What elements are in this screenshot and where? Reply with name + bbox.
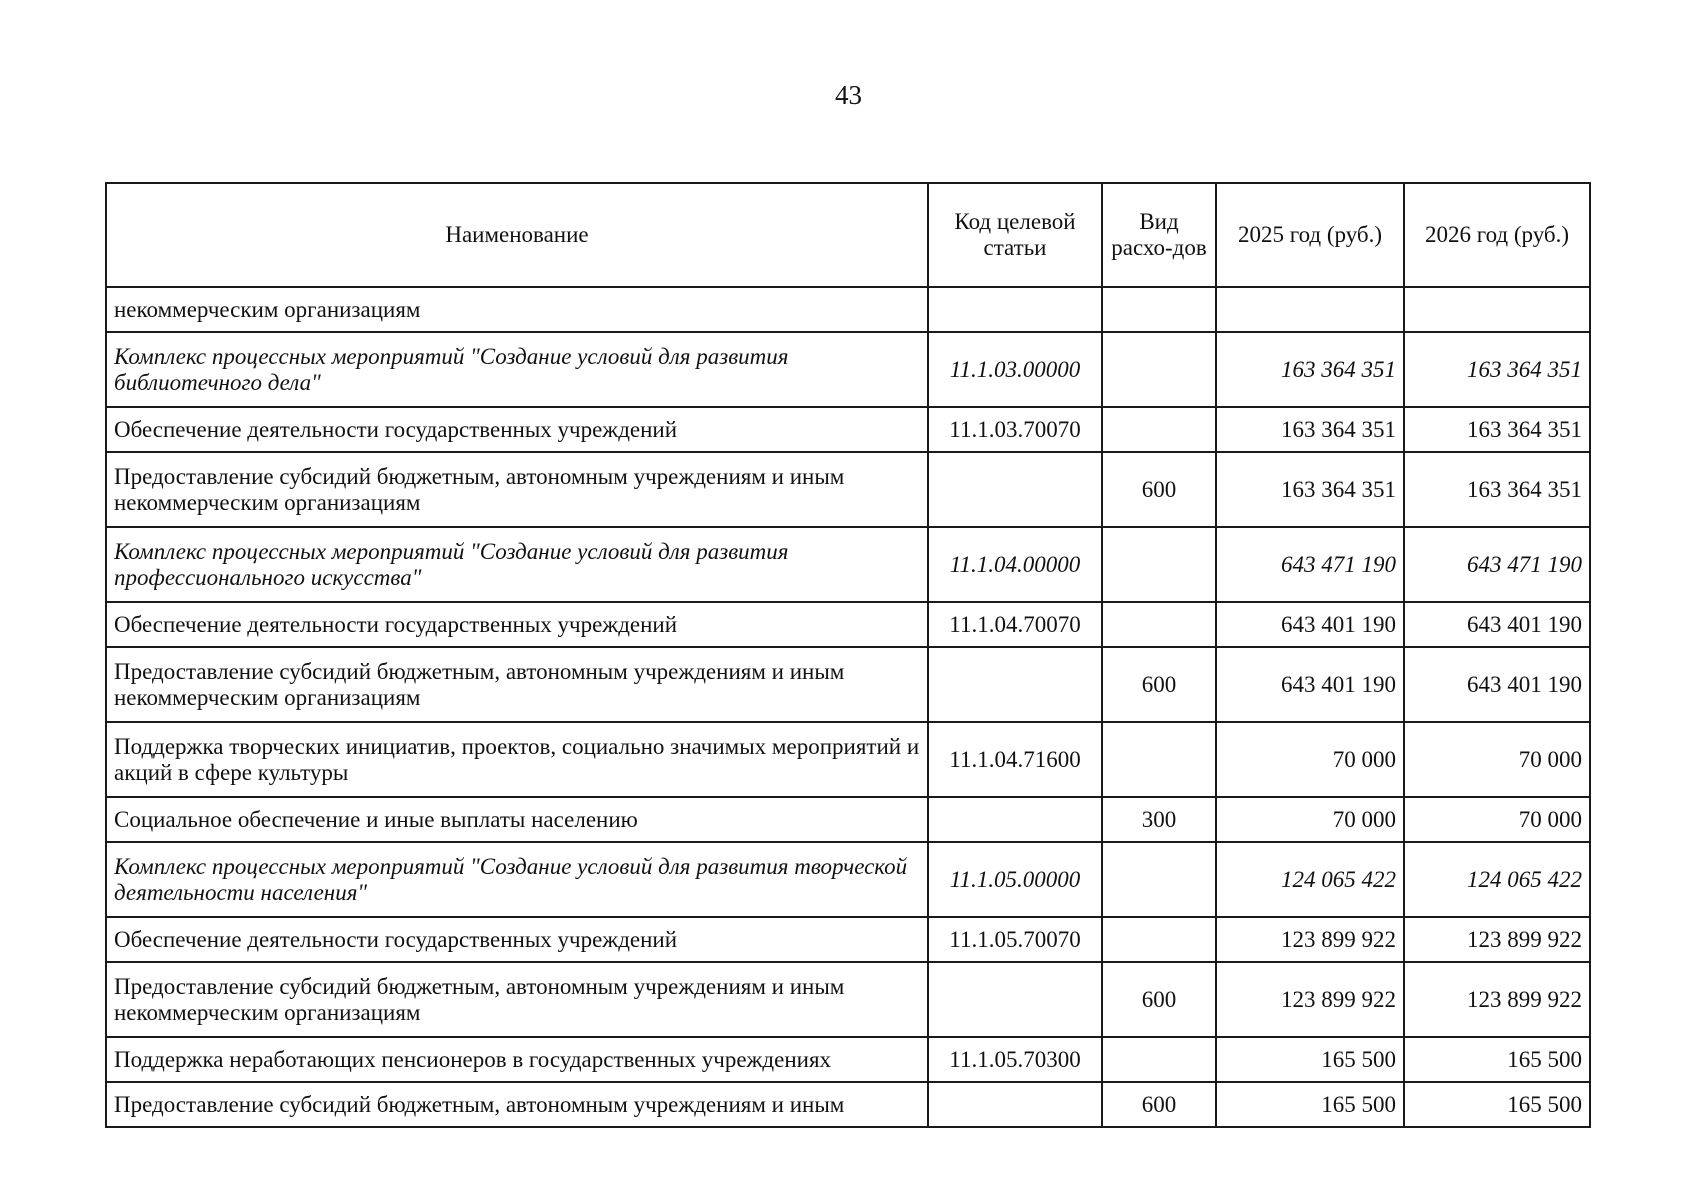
cell-code: 11.1.04.71600 [928, 722, 1102, 797]
cell-2026: 70 000 [1404, 722, 1590, 797]
cell-2026: 123 899 922 [1404, 917, 1590, 962]
cell-type [1102, 1037, 1216, 1082]
header-type: Вид расхо-дов [1102, 183, 1216, 287]
cell-2026: 163 364 351 [1404, 452, 1590, 527]
cell-2026: 70 000 [1404, 797, 1590, 842]
cell-type [1102, 527, 1216, 602]
table-row [106, 1082, 1590, 1127]
cell-code: 11.1.05.70070 [928, 917, 1102, 962]
cell-2025: 643 401 190 [1216, 647, 1404, 722]
cell-name: Поддержка творческих инициатив, проектов, социально значимых мероприятий и акций в сфере культуры [106, 722, 928, 797]
table-header [106, 183, 1590, 287]
cell-2025: 163 364 351 [1216, 407, 1404, 452]
cell-code: 11.1.03.70070 [928, 407, 1102, 452]
cell-name: Предоставление субсидий бюджетным, автономным учреждениям и иным некоммерческим организациям [106, 647, 928, 722]
table-row [106, 527, 1590, 602]
cell-name: Комплекс процессных мероприятий "Создание условий для развития творческой деятельности населения" [106, 842, 928, 917]
table-row [106, 407, 1590, 452]
table-row [106, 452, 1590, 527]
cell-type: 600 [1102, 647, 1216, 722]
cell-2025: 124 065 422 [1216, 842, 1404, 917]
cell-2026: 163 364 351 [1404, 332, 1590, 407]
cell-2026 [1404, 287, 1590, 332]
cell-2025: 643 471 190 [1216, 527, 1404, 602]
cell-name: Обеспечение деятельности государственных учреждений [106, 917, 928, 962]
cell-type [1102, 332, 1216, 407]
cell-2025 [1216, 287, 1404, 332]
cell-2025: 123 899 922 [1216, 962, 1404, 1037]
cell-name: Комплекс процессных мероприятий "Создание условий для развития библиотечного дела" [106, 332, 928, 407]
cell-type: 600 [1102, 962, 1216, 1037]
cell-code: 11.1.04.70070 [928, 602, 1102, 647]
cell-2026: 124 065 422 [1404, 842, 1590, 917]
table-row [106, 1037, 1590, 1082]
cell-code: 11.1.03.00000 [928, 332, 1102, 407]
cell-2026: 643 401 190 [1404, 647, 1590, 722]
cell-type [1102, 287, 1216, 332]
cell-code [928, 1082, 1102, 1127]
cell-type: 600 [1102, 1082, 1216, 1127]
table-row [106, 722, 1590, 797]
cell-2026: 165 500 [1404, 1037, 1590, 1082]
cell-2025: 165 500 [1216, 1037, 1404, 1082]
cell-2026: 643 401 190 [1404, 602, 1590, 647]
cell-2026: 163 364 351 [1404, 407, 1590, 452]
table-row [106, 332, 1590, 407]
cell-name: некоммерческим организациям [106, 287, 928, 332]
cell-code [928, 452, 1102, 527]
header-2026: 2026 год (руб.) [1404, 183, 1590, 287]
cell-type: 600 [1102, 452, 1216, 527]
cell-2025: 70 000 [1216, 797, 1404, 842]
cell-2026: 123 899 922 [1404, 962, 1590, 1037]
cell-2026: 165 500 [1404, 1082, 1590, 1127]
cell-name: Поддержка неработающих пенсионеров в государственных учреждениях [106, 1037, 928, 1082]
cell-type [1102, 722, 1216, 797]
table-body [106, 287, 1590, 1127]
table-row [106, 647, 1590, 722]
cell-name: Комплекс процессных мероприятий "Создание условий для развития профессионального искусства" [106, 527, 928, 602]
cell-type: 300 [1102, 797, 1216, 842]
cell-type [1102, 407, 1216, 452]
header-row [106, 183, 1590, 287]
cell-2025: 163 364 351 [1216, 452, 1404, 527]
cell-code [928, 797, 1102, 842]
cell-2025: 70 000 [1216, 722, 1404, 797]
header-2025: 2025 год (руб.) [1216, 183, 1404, 287]
cell-2025: 123 899 922 [1216, 917, 1404, 962]
table-row [106, 842, 1590, 917]
cell-code [928, 287, 1102, 332]
cell-type [1102, 602, 1216, 647]
cell-name: Предоставление субсидий бюджетным, автономным учреждениям и иным некоммерческим организациям [106, 452, 928, 527]
header-code: Код целевой статьи [928, 183, 1102, 287]
cell-name: Социальное обеспечение и иные выплаты населению [106, 797, 928, 842]
cell-type [1102, 917, 1216, 962]
page-number: 43 [835, 80, 862, 110]
budget-table [105, 182, 1591, 1128]
cell-2026: 643 471 190 [1404, 527, 1590, 602]
cell-type [1102, 842, 1216, 917]
cell-name: Обеспечение деятельности государственных учреждений [106, 407, 928, 452]
cell-name: Обеспечение деятельности государственных учреждений [106, 602, 928, 647]
cell-code: 11.1.05.00000 [928, 842, 1102, 917]
cell-code [928, 962, 1102, 1037]
cell-name: Предоставление субсидий бюджетным, автономным учреждениям и иным [106, 1082, 928, 1127]
cell-code: 11.1.05.70300 [928, 1037, 1102, 1082]
header-name: Наименование [106, 183, 928, 287]
cell-2025: 165 500 [1216, 1082, 1404, 1127]
cell-2025: 163 364 351 [1216, 332, 1404, 407]
cell-name: Предоставление субсидий бюджетным, автономным учреждениям и иным некоммерческим организациям [106, 962, 928, 1037]
cell-code: 11.1.04.00000 [928, 527, 1102, 602]
table-row [106, 287, 1590, 332]
cell-2025: 643 401 190 [1216, 602, 1404, 647]
table-row [106, 917, 1590, 962]
table-row [106, 797, 1590, 842]
cell-code [928, 647, 1102, 722]
table-row [106, 602, 1590, 647]
table-row [106, 962, 1590, 1037]
